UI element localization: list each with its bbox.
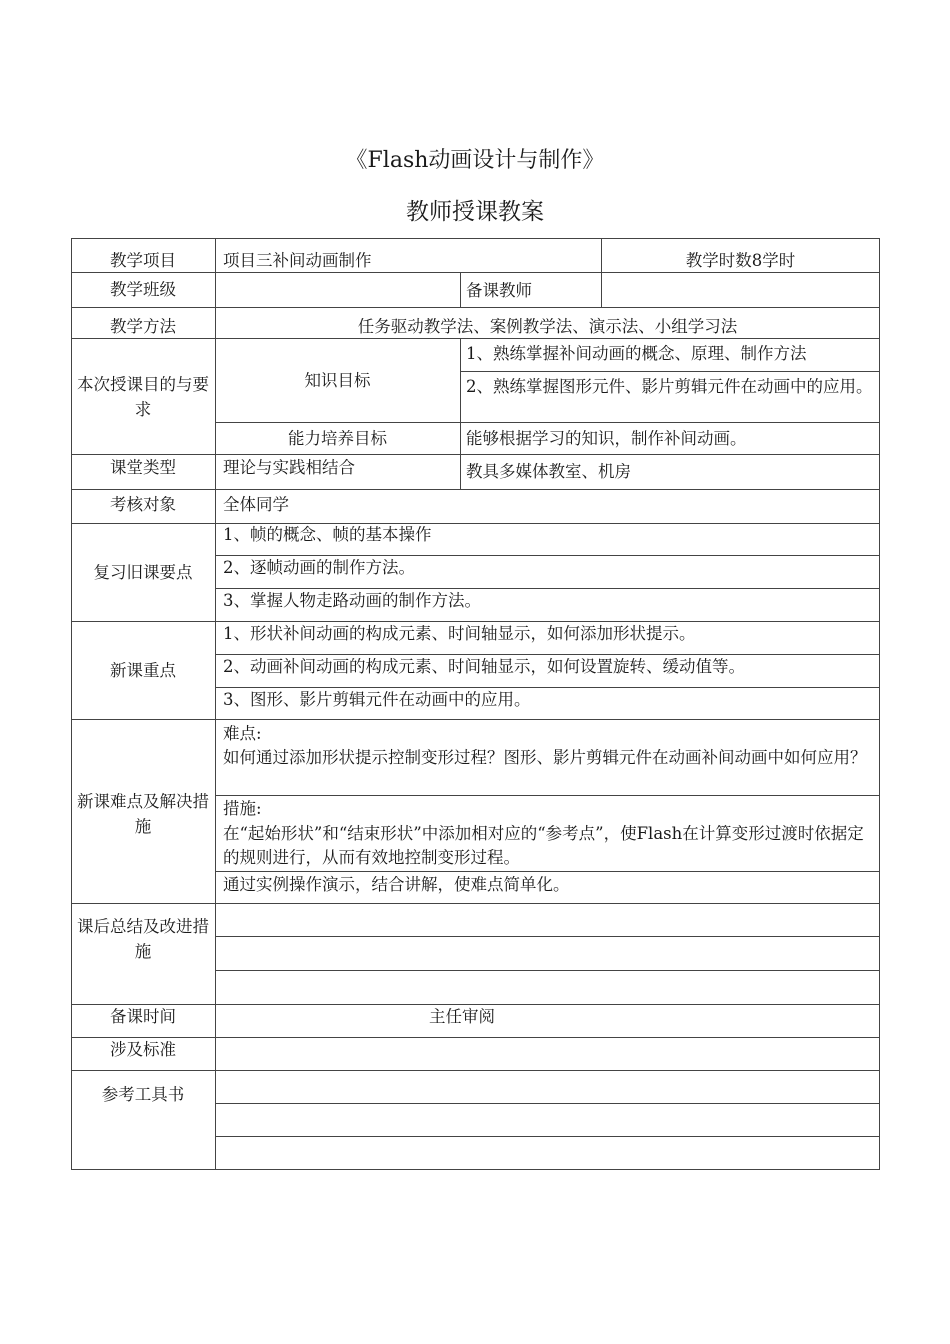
row-divider [71,307,880,308]
goal-label: 本次授课目的与要求 [77,375,209,419]
method-value: 任务驱动教学法、案例教学法、演示法、小组学习法 [357,317,738,336]
row-divider [71,719,880,720]
row-divider [71,1070,880,1071]
row-divider [215,871,880,872]
teaching-hours: 教学时数8学时 [685,251,796,270]
document-title: 《Flash动画设计与制作》 [345,148,605,173]
row-divider [215,970,880,971]
key-label: 新课重点 [110,661,176,680]
row-divider [71,489,880,490]
measure-text-2: 通过实例操作演示，结合讲解，使难点简单化。 [223,875,570,894]
prep-time-label: 备课时间 [110,1007,176,1026]
class-label: 教学班级 [110,280,176,299]
assess-label: 考核对象 [110,495,176,514]
difficulty-text: 如何通过添加形状提示控制变形过程？图形、影片剪辑元件在动画补间动画中如何应用？ [223,748,867,767]
teaching-tools-value: 教具多媒体教室、机房 [466,462,631,481]
lesson-plan-table [71,238,880,1170]
review-item: 3、掌握人物走路动画的制作方法。 [223,591,481,610]
difficulty-heading: 难点: [223,724,262,743]
document-subtitle: 教师授课教案 [406,199,544,225]
method-label: 教学方法 [110,317,176,336]
key-item: 3、图形、影片剪辑元件在动画中的应用。 [223,690,531,709]
summary-label: 课后总结及改进措施 [77,917,209,961]
class-type-label: 课堂类型 [110,458,176,477]
review-item: 1、帧的概念、帧的基本操作 [223,525,432,544]
ability-value: 能够根据学习的知识，制作补间动画。 [466,429,747,448]
row-divider [215,422,880,423]
prep-teacher-label: 备课教师 [466,281,532,300]
row-divider [215,1103,880,1104]
key-item: 2、动画补间动画的构成元素、时间轴显示，如何设置旋转、缓动值等。 [223,657,745,676]
key-item: 1、形状补间动画的构成元素、时间轴显示，如何添加形状提示。 [223,624,696,643]
teaching-project-value: 项目三补间动画制作 [223,251,372,270]
assess-value: 全体同学 [223,495,289,514]
measure-text: 在“起始形状”和“结束形状”中添加相对应的“参考点”，使Flash在计算变形过渡时依据定的规则进行，从而有效地控制变形过程。 [223,824,864,867]
knowledge-label: 知识目标 [304,371,371,390]
ability-label: 能力培养目标 [288,429,387,448]
standard-label: 涉及标准 [110,1040,176,1059]
measure-heading: 措施: [223,799,262,818]
row-divider [215,795,880,796]
teaching-project-label: 教学项目 [110,251,176,270]
review-label: 复习旧课要点 [93,563,193,582]
director-review-label: 主任审阅 [429,1007,495,1026]
row-divider [460,371,880,372]
row-divider [215,1136,880,1137]
row-divider [71,454,880,455]
knowledge-item-2: 2、熟练掌握图形元件、影片剪辑元件在动画中的应用。 [466,377,873,396]
reference-label: 参考工具书 [101,1085,185,1104]
review-item: 2、逐帧动画的制作方法。 [223,558,415,577]
row-divider [71,903,880,904]
class-type-value: 理论与实践相结合 [223,458,355,477]
row-divider [215,936,880,937]
knowledge-item-1: 1、熟练掌握补间动画的概念、原理、制作方法 [466,344,807,363]
difficulty-label: 新课难点及解决措施 [77,792,209,836]
